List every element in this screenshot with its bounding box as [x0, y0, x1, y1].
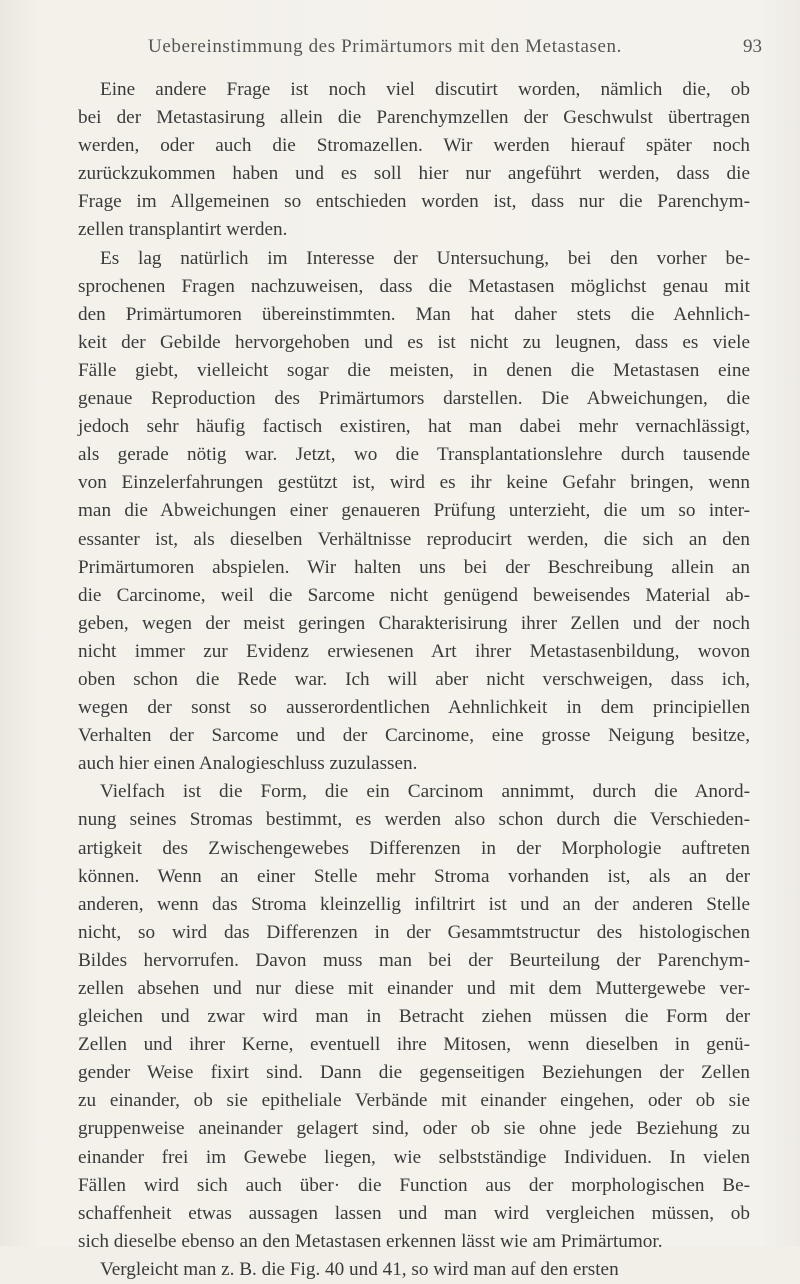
text-line: können. Wenn an einer Stelle mehr Stroma vorhanden ist, als an der [78, 865, 750, 887]
text-line: nung seines Stromas bestimmt, es werden also schon durch die Verschieden- [78, 809, 750, 831]
text-line: Fällen wird sich auch über· die Function aus der morphologischen Be- [78, 1174, 750, 1196]
text-line: oben schon die Rede war. Ich will aber nicht verschweigen, dass ich, [78, 668, 750, 690]
page-number: 93 [743, 36, 762, 57]
running-head [60, 36, 780, 66]
text-line: man die Abweichungen einer genaueren Prüfung unterzieht, die um so inter- [78, 500, 750, 522]
text-line: jedoch sehr häufig factisch existiren, hat man dabei mehr vernachlässigt, [78, 416, 750, 438]
text-line: Bildes hervorrufen. Davon muss man bei der Beurteilung der Parenchym- [78, 949, 750, 971]
text-line: zellen absehen und nur diese mit einander und mit dem Muttergewebe ver- [78, 978, 750, 999]
text-line: Vergleicht man z. B. die Fig. 40 und 41, so wird man auf den ersten [100, 1258, 619, 1280]
text-line: sich dieselbe ebenso an den Metastasen erkennen lässt wie am Primärtumor. [78, 1230, 663, 1252]
text-line: zellen transplantirt werden. [78, 219, 288, 241]
text-line: Zellen und ihrer Kerne, eventuell ihre Mitosen, wenn dieselben in genü- [78, 1034, 750, 1056]
text-line: geben, wegen der meist geringen Charakterisirung ihrer Zellen und der noch [78, 612, 750, 634]
text-line: von Einzelerfahrungen gestützt ist, wird es ihr keine Gefahr bringen, wenn [78, 472, 750, 494]
text-line: zurückzukommen haben und es soll hier nur angeführt werden, dass die [78, 163, 750, 185]
text-line: gleichen und zwar wird man in Betracht ziehen müssen die Form der [78, 1006, 750, 1028]
text-line: essanter ist, als dieselben Verhältnisse reproducirt werden, die sich an den [78, 528, 750, 550]
text-line: Vielfach ist die Form, die ein Carcinom annimmt, durch die Anord- [100, 781, 750, 803]
running-title: Uebereinstimmung des Primärtumors mit den Metastasen. [148, 36, 622, 57]
text-line: wegen der sonst so ausserordentlichen Aehnlichkeit in dem principiellen [78, 697, 750, 719]
paragraph [78, 778, 750, 1256]
text-line: auch hier einen Analogieschluss zuzulassen. [78, 753, 418, 775]
text-line: Verhalten der Sarcome und der Carcinome, eine grosse Neigung besitze, [78, 725, 750, 747]
text-line: nicht, so wird das Differenzen in der Gesammtstructur des histologischen [78, 921, 750, 943]
text-line: gruppenweise aneinander gelagert sind, oder ob sie ohne jede Beziehung zu [78, 1118, 750, 1140]
text-line: Primärtumoren abspielen. Wir halten uns bei der Beschreibung allein an [78, 556, 750, 578]
text-line: Eine andere Frage ist noch viel discutirt worden, nämlich die, ob [100, 79, 750, 100]
text-line: zu einander, ob sie epitheliale Verbände mit einander eingehen, oder ob sie [78, 1090, 750, 1112]
text-line: den Primärtumoren übereinstimmten. Man hat daher stets die Aehnlich- [78, 303, 750, 325]
text-line: als gerade nötig war. Jetzt, wo die Transplantationslehre durch tausende [78, 444, 750, 466]
text-line: anderen, wenn das Stroma kleinzellig infiltrirt ist und an der anderen Stelle [78, 893, 750, 915]
text-line: Fälle giebt, vielleicht sogar die meisten, in denen die Metastasen eine [78, 359, 750, 381]
text-line: werden, oder auch die Stromazellen. Wir werden hierauf später noch [78, 135, 750, 157]
paragraph [78, 1256, 750, 1284]
paragraph [78, 76, 750, 245]
text-line: keit der Gebilde hervorgehoben und es ist nicht zu leugnen, dass es viele [78, 331, 750, 353]
text-line: bei der Metastasirung allein die Parenchymzellen der Geschwulst übertragen [78, 107, 750, 129]
text-line: nicht immer zur Evidenz erwiesenen Art ihrer Metastasenbildung, wovon [78, 640, 750, 662]
text-line: sprochenen Fragen nachzuweisen, dass die Metastasen möglichst genau mit [78, 275, 750, 297]
text-line: artigkeit des Zwischengewebes Differenzen in der Morphologie auftreten [78, 837, 750, 859]
text-line: Frage im Allgemeinen so entschieden worden ist, dass nur die Parenchym- [78, 191, 750, 213]
paragraph [78, 245, 750, 779]
text-line: schaffenheit etwas aussagen lassen und man wird vergleichen müssen, ob [78, 1202, 750, 1224]
text-line: genaue Reproduction des Primärtumors darstellen. Die Abweichungen, die [78, 388, 750, 410]
text-line: gender Weise fixirt sind. Dann die gegenseitigen Beziehungen der Zellen [78, 1062, 750, 1084]
text-line: die Carcinome, weil die Sarcome nicht genügend beweisendes Material ab- [78, 584, 750, 606]
body-text [78, 76, 750, 1284]
text-line: Es lag natürlich im Interesse der Untersuchung, bei den vorher be- [100, 247, 750, 269]
text-line: einander frei im Gewebe liegen, wie selbstständige Individuen. In vielen [78, 1146, 750, 1168]
